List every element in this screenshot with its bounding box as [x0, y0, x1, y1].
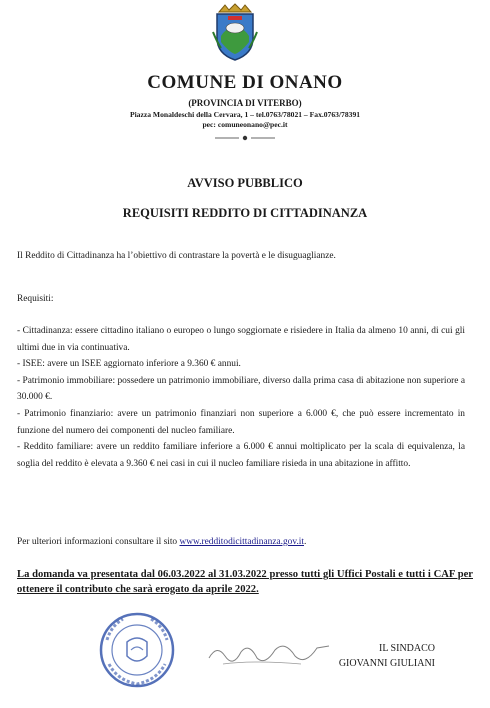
provincia: (PROVINCIA DI VITERBO) — [188, 98, 302, 108]
municipal-crest-icon — [211, 2, 259, 62]
info-suffix: . — [304, 537, 307, 547]
requisiti-label: Requisiti: — [17, 294, 54, 304]
avviso-title: AVVISO PUBBLICO — [187, 176, 303, 190]
requirement-item: - Cittadinanza: essere cittadino italiano o europeo o lungo soggiornate e risiedere in Italia da almeno 10 anni, di cui gli ultimi due in via continuativa. — [17, 326, 465, 353]
comune-name: COMUNE DI ONANO — [147, 72, 343, 93]
website-link[interactable]: www.redditodicittadinanza.gov.it — [179, 537, 304, 547]
requirements-list — [17, 323, 465, 472]
requirement-item: - Reddito familiare: avere un reddito familiare inferiore a 6.000 € annui moltiplicato per la scala di equivalenza, la soglia del reddito è elevata a 9.360 € nei casi in cui il nucleo familiare risieda in una abitazione in affitto. — [17, 442, 465, 469]
sindaco-name: GIOVANNI GIULIANI — [338, 658, 435, 669]
divider-ornament-icon — [215, 135, 275, 141]
sindaco-role: IL SINDACO — [378, 643, 435, 654]
application-notice: La domanda va presentata dal 06.03.2022 al 31.03.2022 presso tutti gli Uffici Postali e tutti i CAF per ottenere il contributo che sarà erogato da aprile 2022. — [17, 569, 473, 595]
intro-text: Il Reddito di Cittadinanza ha l’obiettivo di contrastare la povertà e le disuguaglianze. — [17, 251, 336, 261]
info-line — [17, 534, 465, 551]
requirement-item: - Patrimonio immobiliare: possedere un patrimonio immobiliare, diverso dalla prima casa di abitazione non superiore a 30.000 €. — [17, 375, 465, 403]
info-prefix: Per ulteriori informazioni consultare il sito — [17, 537, 180, 547]
requisiti-title: REQUISITI REDDITO DI CITTADINANZA — [122, 206, 368, 220]
requirement-item: - Patrimonio finanziario: avere un patrimonio finanziari non superiore a 6.000 €, che può essere incrementato in funzione del numero dei componenti del nucleo familiare. — [17, 408, 465, 436]
requirement-item: - ISEE: avere un ISEE aggiornato inferiore a 9.360 € annui. — [17, 359, 241, 370]
pec-email: pec: comuneonano@pec.it — [202, 120, 288, 129]
address: Piazza Monaldeschi della Cervara, 1 – tel.0763/78021 – Fax.0763/78391 — [129, 110, 361, 119]
signature-block — [150, 641, 435, 671]
letterhead — [0, 72, 490, 130]
